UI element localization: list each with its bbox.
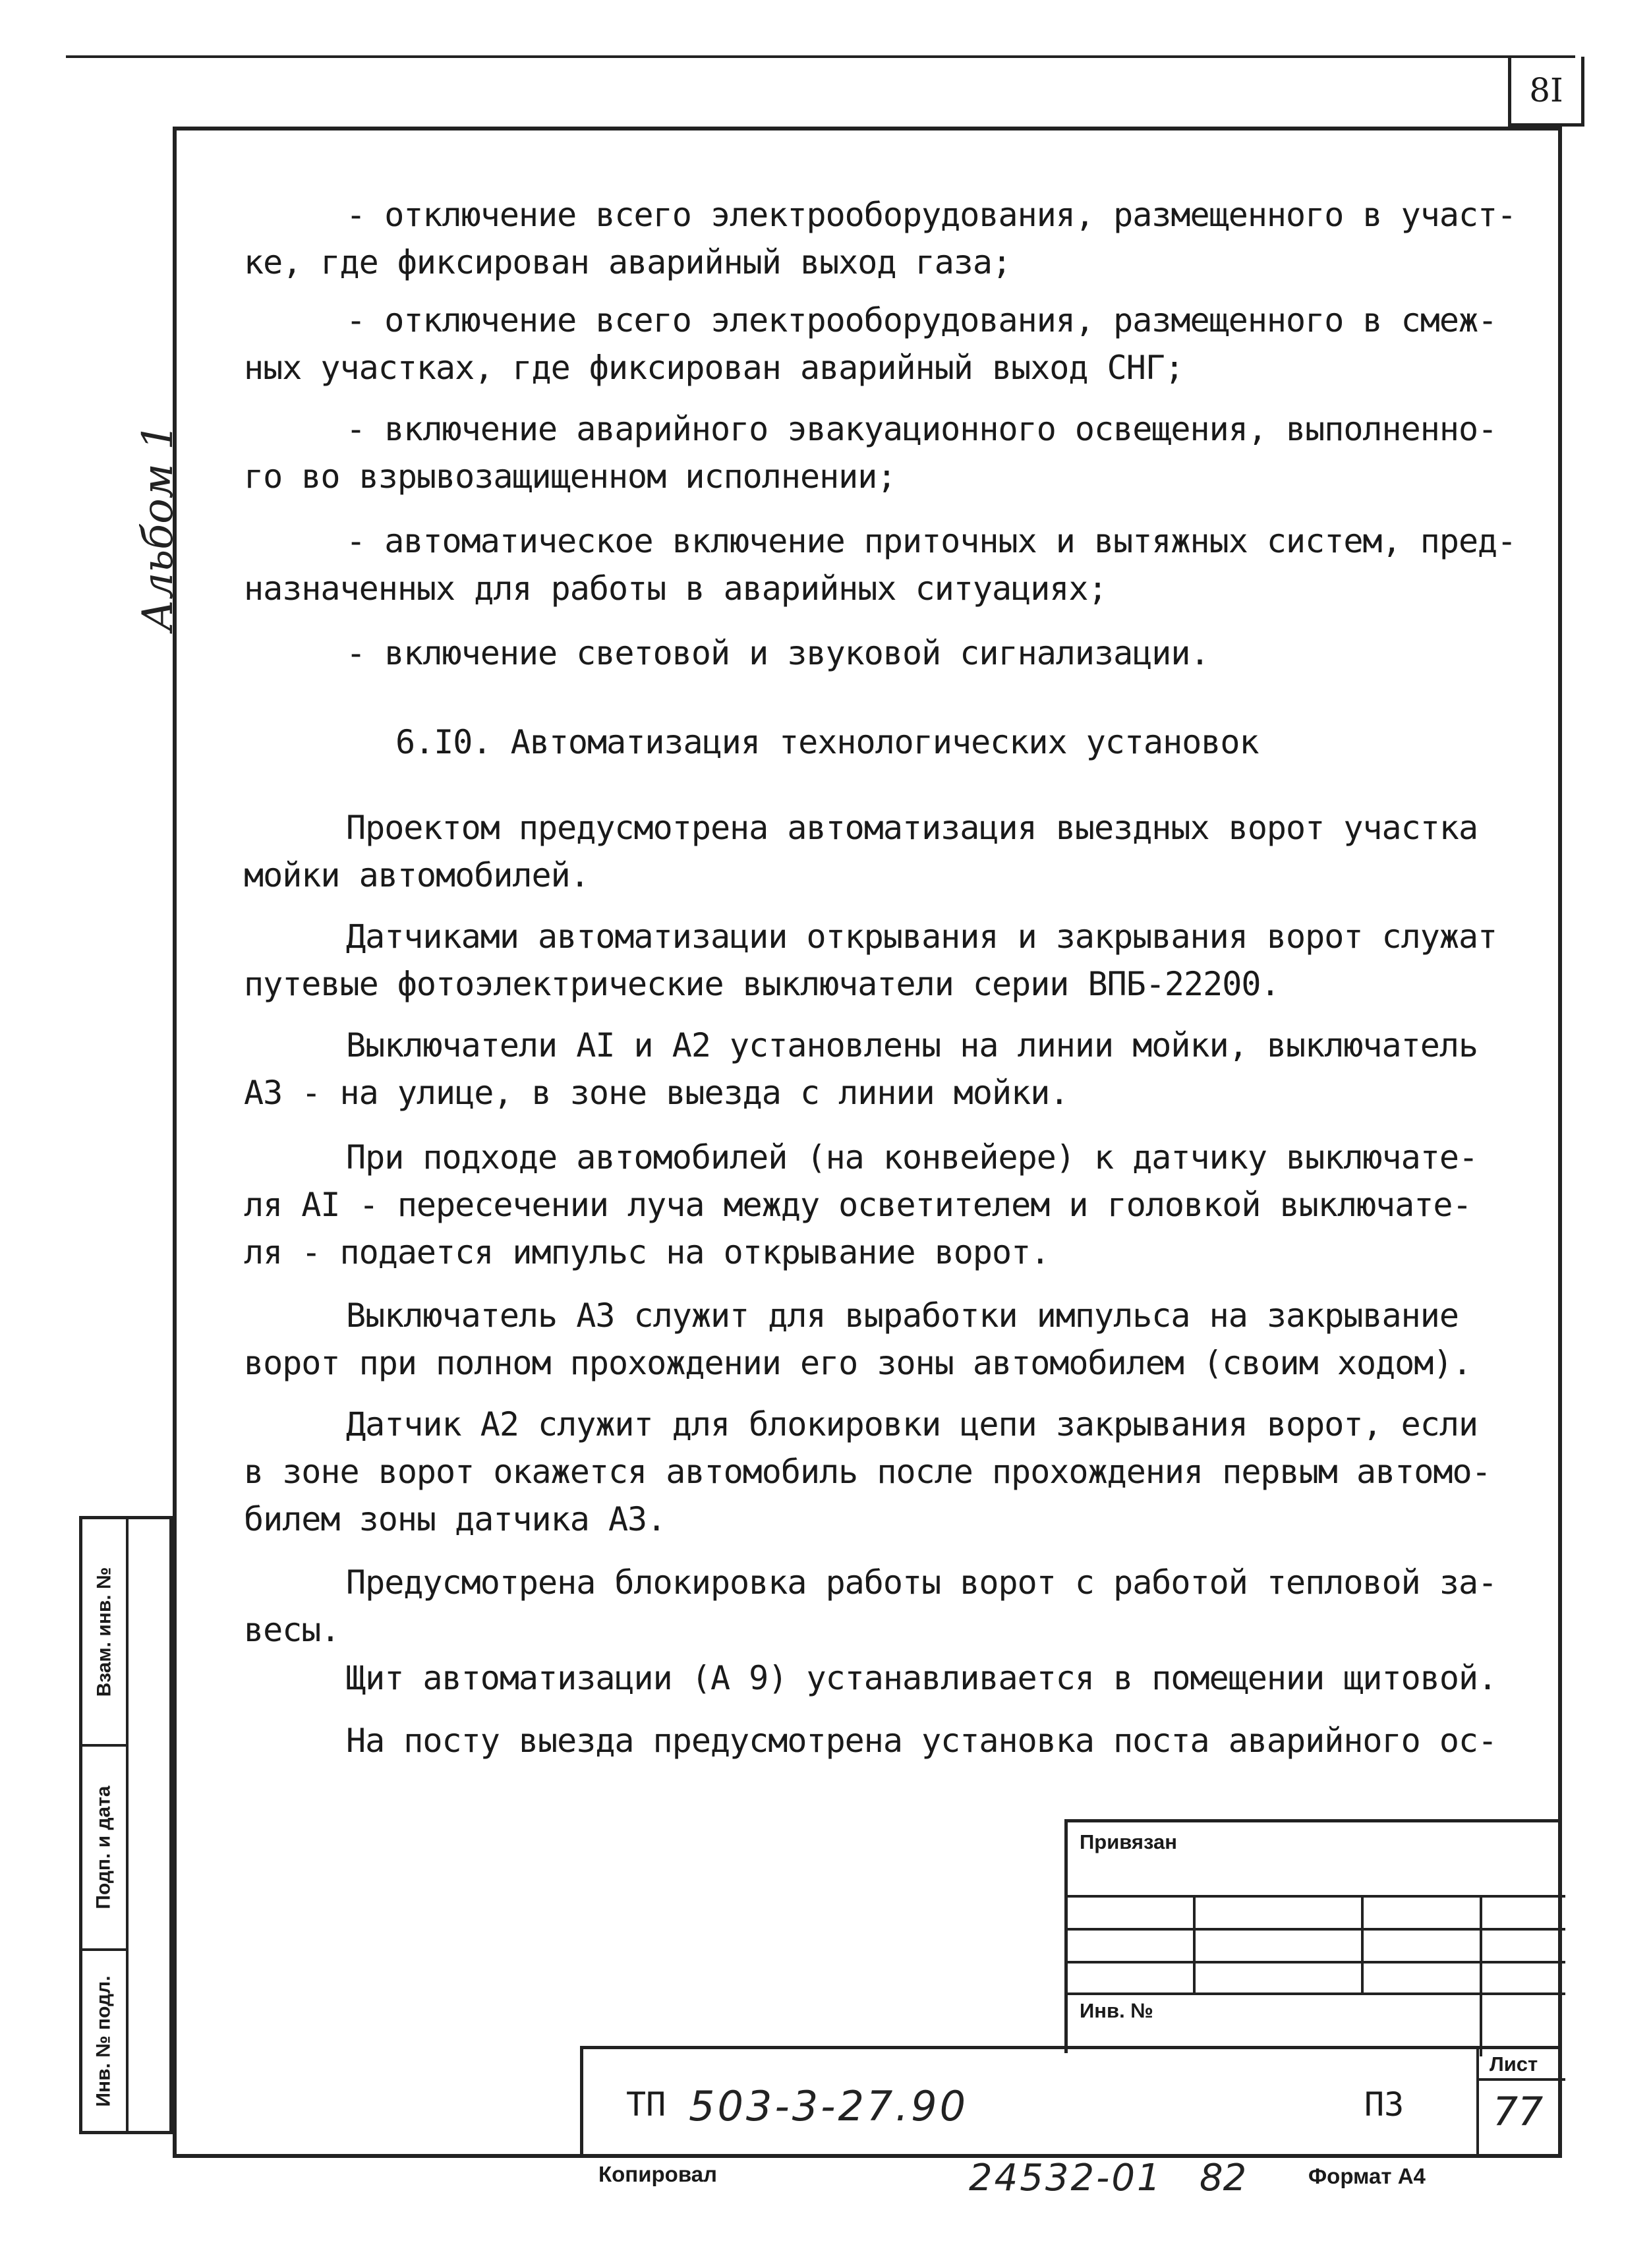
list-item: - отключение всего электрооборудования, размещенного в участ- ке, где фиксирован аварийный выход газа;	[244, 196, 1517, 281]
top-rule	[66, 55, 1575, 58]
body-paragraph: Датчиками автоматизации открывания и закрывания ворот служат путевые фотоэлектрические выключатели серии ВПБ-22200.	[244, 917, 1497, 1003]
side-stamp-cell: Подп. и дата	[82, 1747, 126, 1951]
section-heading: 6.I0. Автоматизация технологических установок	[395, 723, 1259, 761]
doc-code-prefix: ТП	[626, 2085, 666, 2124]
body-paragraph: Предусмотрена блокировка работы ворот с работой тепловой за- весы.	[244, 1563, 1497, 1649]
binding-stamp	[1064, 1819, 1562, 2053]
copied-by-label: Копировал	[598, 2162, 718, 2186]
body-paragraph: Датчик А2 служит для блокировки цепи закрывания ворот, если в зоне ворот окажется автомобиль после прохождения первым автомо- билем зоны датчика А3.	[244, 1405, 1491, 1538]
copy-number: 24532-01	[969, 2157, 1163, 2199]
list-item: - автоматическое включение приточных и вытяжных систем, пред- назначенных для работы в аварийных ситуациях;	[244, 522, 1517, 608]
body-paragraph: Щит автоматизации (А 9) устанавливается в помещении щитовой.	[346, 1659, 1497, 1697]
body-paragraph: Выключатель А3 служит для выработки импульса на закрывание ворот при полном прохождении его зоны автомобилем (своим ходом).	[244, 1296, 1472, 1382]
margin-note: Альбом 1	[134, 423, 183, 631]
page-number: 8I	[1508, 57, 1584, 127]
list-item: - отключение всего электрооборудования, размещенного в смеж- ных участках, где фиксирован аварийный выход СНГ;	[244, 301, 1497, 387]
format-label: Формат А4	[1308, 2164, 1426, 2188]
privyazan-label: Привязан	[1080, 1830, 1177, 1853]
list-item: - включение аварийного эвакуационного освещения, выполненно- го во взрывозащищенном исполнении;	[244, 410, 1497, 496]
body-paragraph: При подходе автомобилей (на конвейере) к датчику выключате- ля АI - пересечении луча между осветителем и головкой выключате- ля - подается импульс на открывание ворот.	[244, 1138, 1478, 1271]
doc-type: ПЗ	[1364, 2085, 1405, 2124]
list-label: Лист	[1490, 2052, 1538, 2076]
body-paragraph: Выключатели АI и А2 установлены на линии мойки, выключатель А3 - на улице, в зоне выезда с линии мойки.	[244, 1026, 1478, 1112]
title-block	[580, 2046, 1562, 2158]
side-stamp-strip	[79, 1516, 173, 2134]
side-stamp-cell: Инв. № подл.	[93, 1975, 115, 2107]
body-paragraph: На посту выезда предусмотрена установка поста аварийного ос-	[346, 1722, 1497, 1760]
sheet-number: 77	[1493, 2089, 1544, 2135]
doc-code: 503-3-27.90	[689, 2082, 969, 2130]
body-paragraph: Проектом предусмотрена автоматизация выездных ворот участка мойки автомобилей.	[244, 809, 1478, 894]
list-item: - включение световой и звуковой сигнализации.	[346, 634, 1209, 672]
side-stamp-cell: Взам. инв. №	[82, 1519, 126, 1747]
copy-page: 82	[1200, 2157, 1247, 2199]
inv-no-label: Инв. №	[1080, 1999, 1153, 2022]
